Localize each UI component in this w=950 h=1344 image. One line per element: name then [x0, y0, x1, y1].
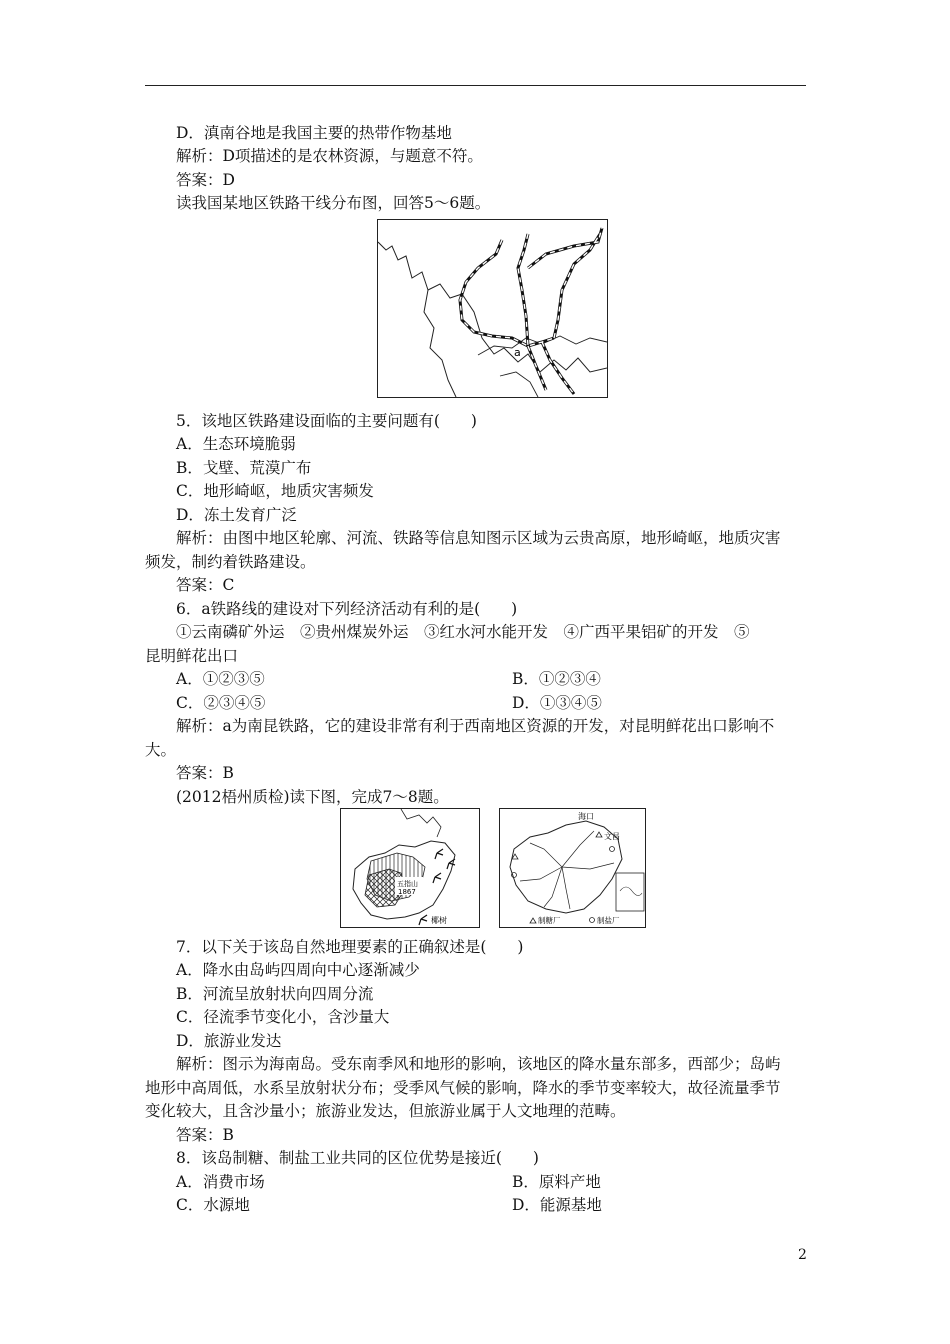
- legend-sugar: 制糖厂: [538, 916, 561, 925]
- island-map-right: [499, 808, 646, 928]
- text-line: 解析：D项描述的是农林资源，与题意不符。: [176, 147, 483, 165]
- explanation-5: 解析：由图中地区轮廓、河流、铁路等信息知图示区域为云贵高原，地形崎岖，地质灾害: [176, 529, 781, 547]
- city-wenchang: 文昌: [604, 832, 620, 841]
- explanation-5-cont: 频发，制约着铁路建设。: [145, 553, 316, 571]
- legend-triangle-icon: [530, 918, 536, 923]
- legend-palm: 椰树: [431, 916, 447, 925]
- explanation-7-cont: 地形中高周低，水系呈放射状分布；受季风气候的影响，降水的季节变率较大，故径流量季节: [145, 1079, 781, 1097]
- text-line: 读我国某地区铁路干线分布图，回答5～6题。: [176, 194, 491, 212]
- option-7b: B．河流呈放射状向四周分流: [176, 985, 374, 1003]
- legend-salt: 制盐厂: [597, 916, 620, 925]
- city-haikou: 海口: [578, 812, 594, 821]
- question-7: 7．以下关于该岛自然地理要素的正确叙述是( ): [176, 938, 524, 956]
- option-8b: B．原料产地: [512, 1173, 601, 1191]
- page-number: 2: [798, 1247, 807, 1263]
- option-7c: C．径流季节变化小，含沙量大: [176, 1008, 390, 1026]
- option-7d: D．旅游业发达: [176, 1032, 282, 1050]
- answer-6: 答案：B: [176, 764, 234, 782]
- question-6-items-cont: 昆明鲜花出口: [145, 647, 239, 665]
- question-5: 5．该地区铁路建设面临的主要问题有( ): [176, 412, 477, 430]
- peak-elevation: 1867: [398, 888, 416, 896]
- answer-5: 答案：C: [176, 576, 235, 594]
- header-rule: [145, 85, 806, 86]
- option-6a: A．①②③⑤: [176, 670, 265, 688]
- text-line: D．滇南谷地是我国主要的热带作物基地: [176, 124, 452, 142]
- text-line: (2012梧州质检)读下图，完成7～8题。: [176, 788, 449, 806]
- island-map-left: [340, 808, 480, 928]
- option-5b: B．戈壁、荒漠广布: [176, 459, 312, 477]
- option-6c: C．②③④⑤: [176, 694, 266, 712]
- option-5d: D．冻土发育广泛: [176, 506, 297, 524]
- explanation-6-cont: 大。: [145, 741, 177, 759]
- option-7a: A．降水由岛屿四周向中心逐渐减少: [176, 961, 420, 979]
- inset-map: [616, 873, 644, 911]
- explanation-7-cont: 变化较大，且含沙量小；旅游业发达，但旅游业属于人文地理的范畴。: [145, 1102, 626, 1120]
- option-5c: C．地形崎岖，地质灾害频发: [176, 482, 374, 500]
- railway-label-a: a: [514, 346, 521, 359]
- explanation-7: 解析：图示为海南岛。受东南季风和地形的影响，该地区的降水量东部多，西部少；岛屿: [176, 1055, 781, 1073]
- legend-circle-icon: [590, 918, 595, 923]
- railway-map-figure: [377, 219, 608, 398]
- text-line: 答案：D: [176, 171, 235, 189]
- option-6d: D．①③④⑤: [512, 694, 602, 712]
- option-8a: A．消费市场: [176, 1173, 265, 1191]
- answer-7: 答案：B: [176, 1126, 234, 1144]
- question-6: 6．a铁路线的建设对下列经济活动有利的是( ): [176, 600, 518, 618]
- question-6-items: ①云南磷矿外运 ②贵州煤炭外运 ③红水河水能开发 ④广西平果铝矿的开发 ⑤: [176, 623, 750, 641]
- question-8: 8．该岛制糖、制盐工业共同的区位优势是接近( ): [176, 1149, 539, 1167]
- railway-map: [378, 220, 607, 397]
- option-5a: A．生态环境脆弱: [176, 435, 296, 453]
- explanation-6: 解析：a为南昆铁路，它的建设非常有利于西南地区资源的开发，对昆明鲜花出口影响不: [176, 717, 775, 735]
- option-8c: C．水源地: [176, 1196, 250, 1214]
- peak-name: 五指山: [397, 880, 418, 888]
- option-6b: B．①②③④: [512, 670, 601, 688]
- option-8d: D．能源基地: [512, 1196, 602, 1214]
